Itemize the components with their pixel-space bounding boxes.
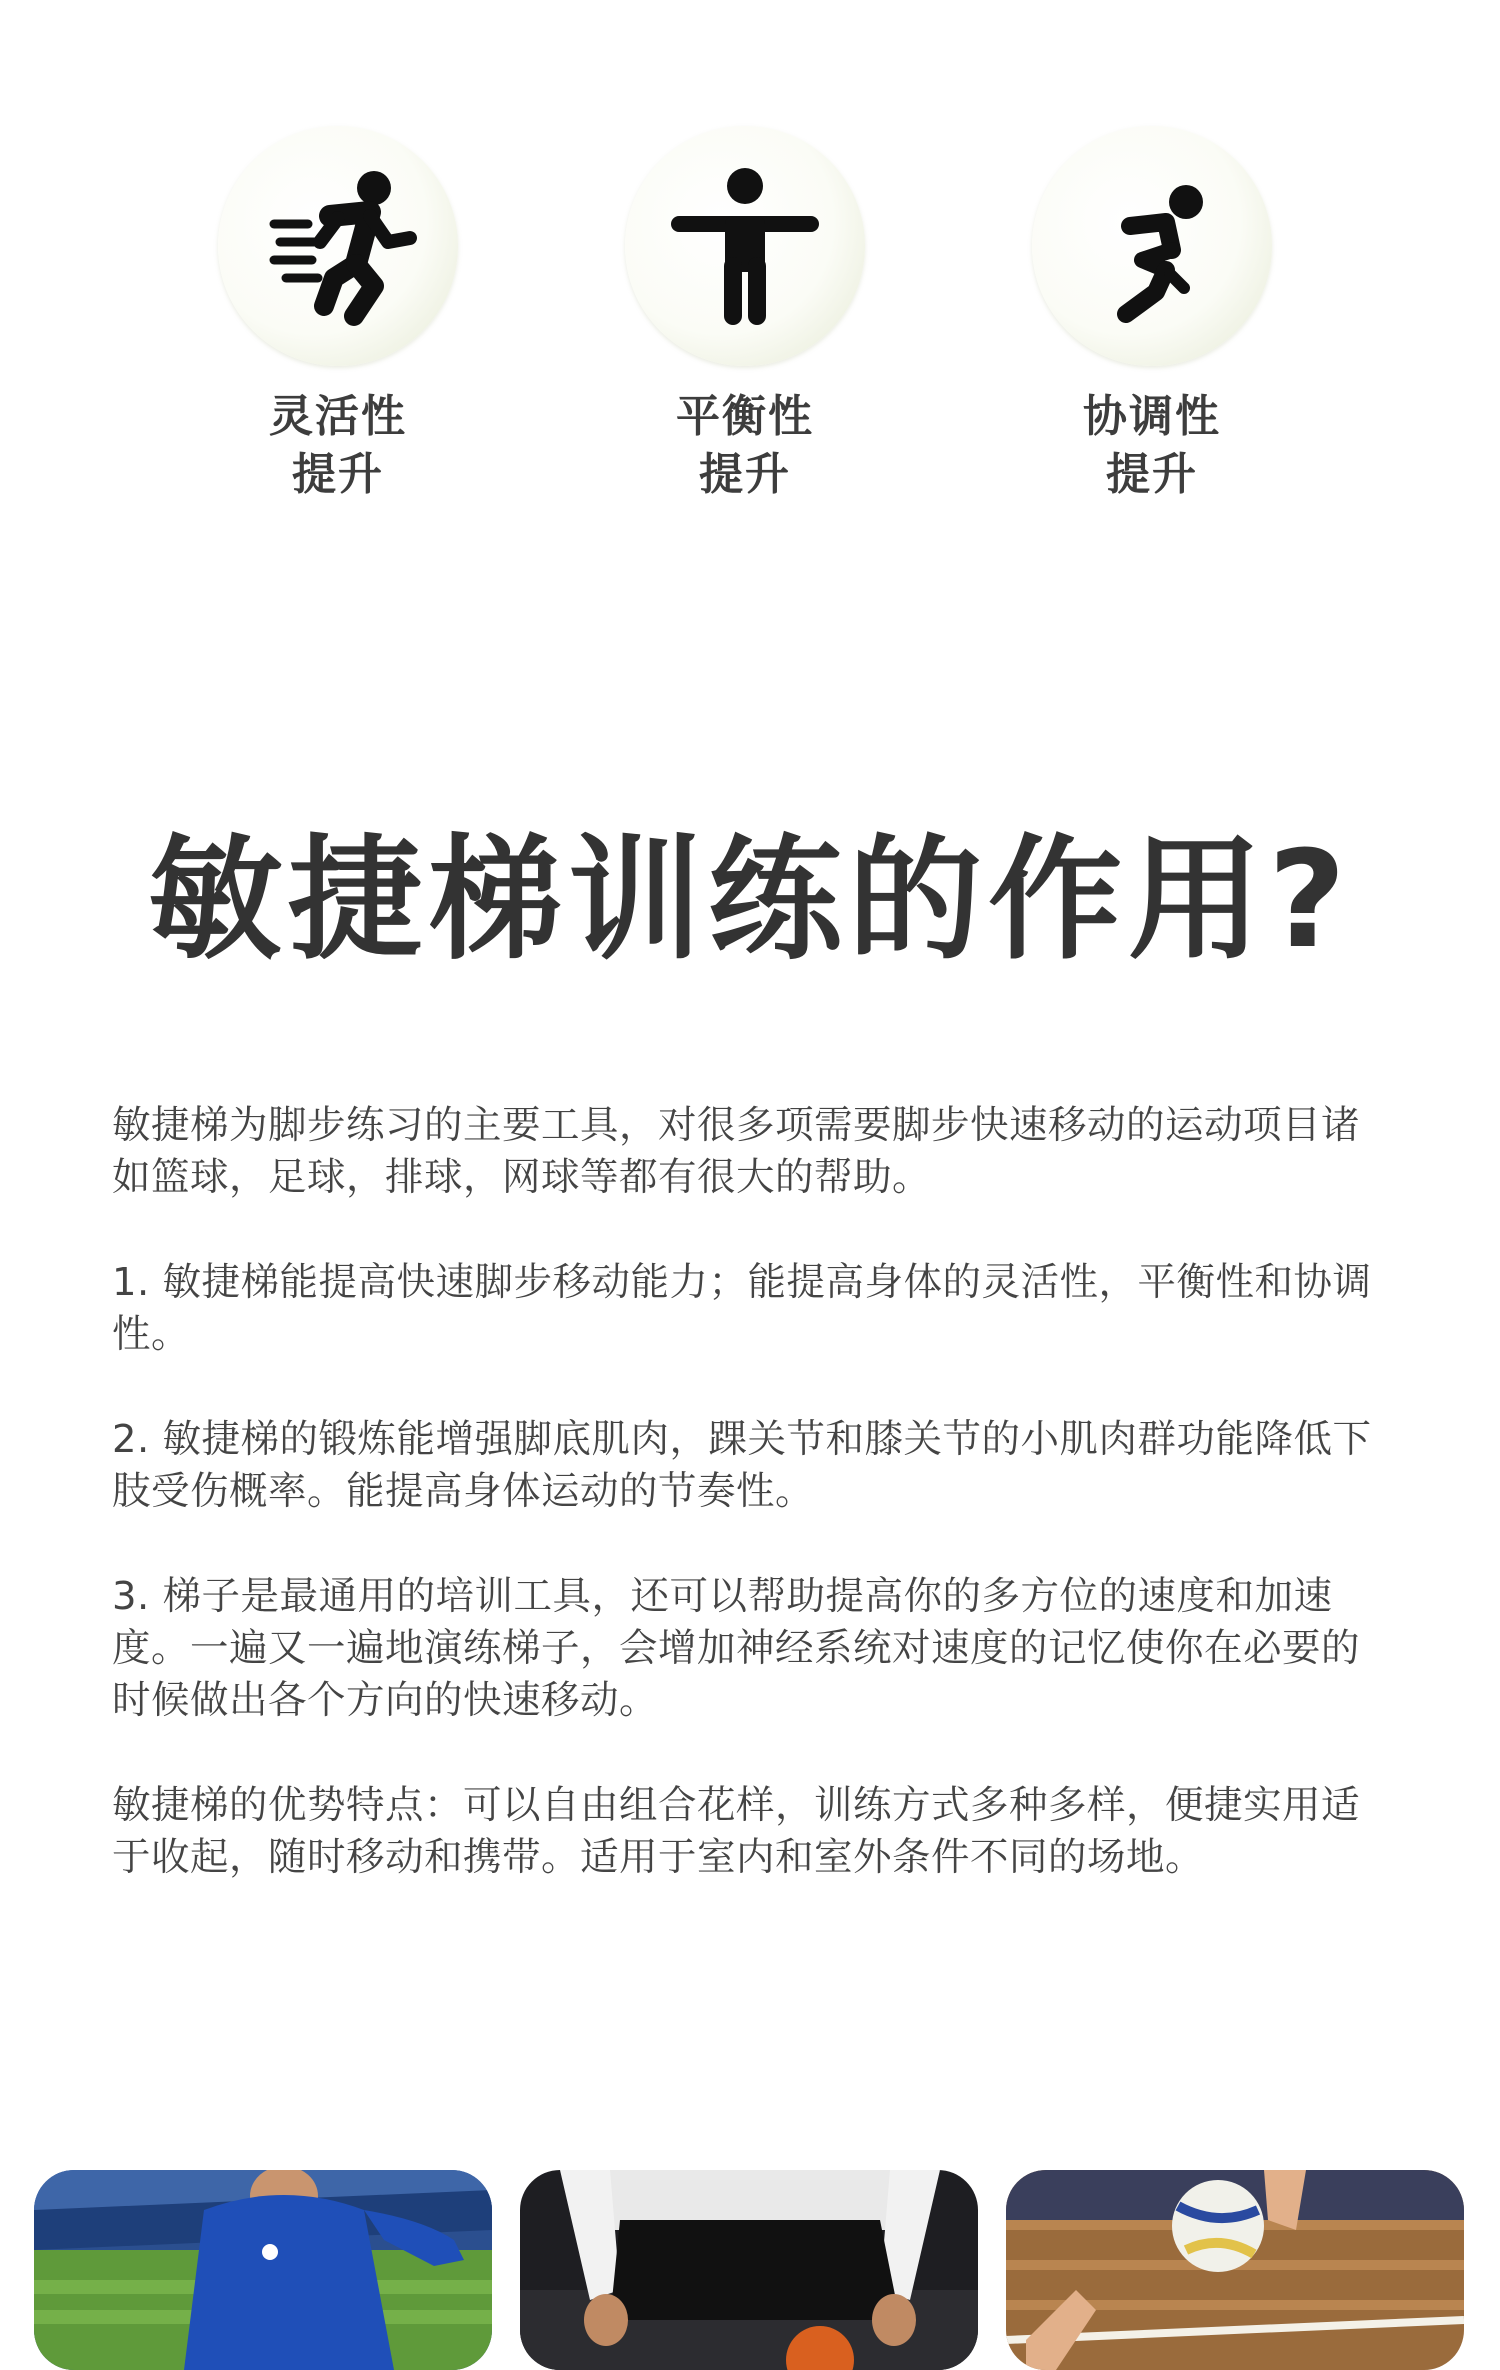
icon-circle xyxy=(625,126,865,366)
icon-circle xyxy=(1032,126,1272,366)
benefit-agility xyxy=(208,126,468,504)
features-paragraph: 敏捷梯的优势特点：可以自由组合花样，训练方式多种多样，便捷实用适于收起，随时移动和携带。适用于室内和室外条件不同的场地。 xyxy=(112,1783,1361,1880)
running-person-icon xyxy=(238,146,438,346)
benefit-label-line1: 灵活性 xyxy=(269,391,407,442)
point-1-paragraph: 1. 敏捷梯能提高快速脚步移动能力；能提高身体的灵活性，平衡性和协调性。 xyxy=(112,1260,1372,1357)
volleyball-photo xyxy=(1006,2170,1464,2370)
description-section xyxy=(112,1100,1392,1937)
page-title: 敏捷梯训练的作用? xyxy=(148,822,1352,978)
benefits-row xyxy=(0,126,1500,526)
basketball-player-photo xyxy=(520,2170,978,2370)
standing-person-icon xyxy=(645,146,845,346)
intro-paragraph: 敏捷梯为脚步练习的主要工具，对很多项需要脚步快速移动的运动项目诸如篮球，足球，排球，网球等都有很大的帮助。 xyxy=(112,1103,1361,1200)
benefit-balance xyxy=(615,126,875,504)
photo-row xyxy=(0,2170,1500,2322)
benefit-label xyxy=(208,388,468,504)
football-player-photo xyxy=(34,2170,492,2370)
coordination-person-icon xyxy=(1052,146,1252,346)
benefit-label-line1: 协调性 xyxy=(1083,391,1221,442)
benefit-label xyxy=(615,388,875,504)
benefit-label-line2: 提升 xyxy=(1106,449,1198,500)
point-2-paragraph: 2. 敏捷梯的锻炼能增强脚底肌肉，踝关节和膝关节的小肌肉群功能降低下肢受伤概率。能提高身体运动的节奏性。 xyxy=(112,1417,1372,1514)
benefit-label-line1: 平衡性 xyxy=(676,391,814,442)
point-3-paragraph: 3. 梯子是最通用的培训工具，还可以帮助提高你的多方位的速度和加速度。一遍又一遍地演练梯子，会增加神经系统对速度的记忆使你在必要的时候做出各个方向的快速移动。 xyxy=(112,1574,1361,1723)
benefit-label xyxy=(1022,388,1282,504)
icon-circle xyxy=(218,126,458,366)
benefit-label-line2: 提升 xyxy=(699,449,791,500)
benefit-label-line2: 提升 xyxy=(292,449,384,500)
benefit-coordination xyxy=(1022,126,1282,504)
